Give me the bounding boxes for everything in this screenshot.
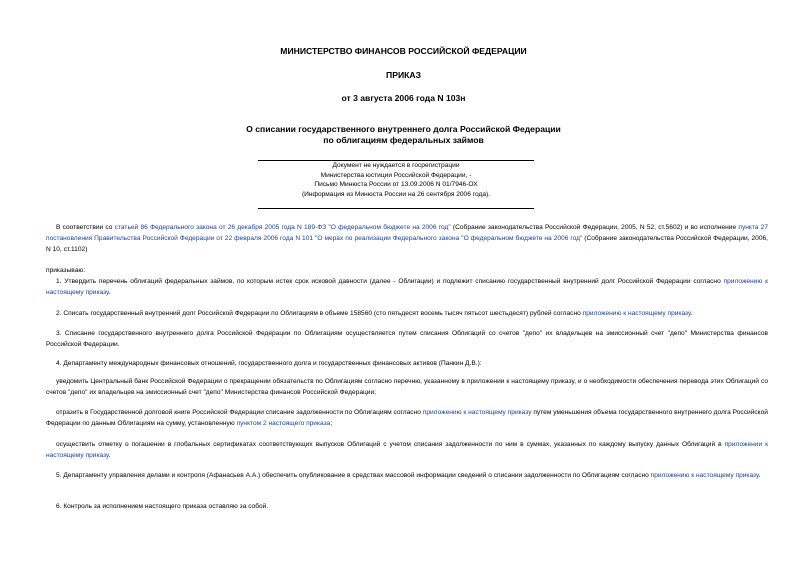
item-1-text: 1. Утвердить перечень облигаций федеральных займов, по которым истек срок исковой давности (далее - Облигации) и подлежит списанию государственный внутренний долг Российской Федерации согласно bbox=[56, 278, 724, 285]
preamble-text-3: (Собрание законодательства Российской Федерации, 2006, N 10, ст.1102) bbox=[46, 235, 768, 253]
item-4b-text: отразить в Государственной долговой книге Российской Федерации списание задолженности по Облигациям согласно bbox=[56, 409, 423, 416]
item-4: 4. Департаменту международных финансовых отношений, государственного долга и государственных финансовых активов (Панкин Д.В.): bbox=[56, 360, 482, 367]
item-1-appendix-link[interactable]: приложению к настоящему приказу bbox=[46, 278, 768, 296]
doc-type-heading: ПРИКАЗ bbox=[386, 70, 421, 80]
item-4c-end: . bbox=[108, 452, 111, 459]
preamble-paragraph bbox=[46, 222, 768, 255]
preamble-text-2: (Собрание законодательства Российской Федерации, 2005, N 52, ст.5602) и во исполнение bbox=[450, 224, 739, 231]
title-line-2: по облигациям федеральных займов bbox=[323, 135, 484, 145]
note-line-4: (Информация из Минюста России на 26 сентября 2006 года). bbox=[301, 190, 491, 198]
preamble-text-1: В соответствии со bbox=[56, 224, 115, 231]
item-4-subitem-record bbox=[46, 407, 768, 429]
item-4b-end: ; bbox=[330, 420, 333, 427]
item-2-text: 2. Списать государственный внутренний долг Российской Федерации по Облигациям в объеме 158560 (сто пятьдесят восемь тысяч пятьсот шестьдесят) рублей согласно bbox=[56, 310, 583, 317]
item-2-end: . bbox=[690, 310, 693, 317]
item-4-subitem-notify: уведомить Центральный банк Российской Федерации о прекращении обязательств по Облигациям согласно перечню, указанному в приложении к настоящему приказу, и о необходимости обеспечения перевода этих Облигаций со счетов "депо" их владельцев на эмиссионный счет "депо" Министерства финансов Российской Федерации; bbox=[46, 378, 768, 396]
note-line-2: Министерства юстиции Российской Федерации, - bbox=[320, 171, 472, 179]
note-line-1: Документ не нуждается в госрегистрации bbox=[332, 162, 460, 169]
order-word: приказываю: bbox=[46, 267, 86, 274]
item-2 bbox=[46, 308, 768, 319]
item-4b-text-2: путем уменьшения объема государственного внутреннего долга Российской Федерации по данным Облигациям на сумму, установленную bbox=[46, 409, 768, 427]
item-1-end: . bbox=[108, 289, 111, 296]
item-2-appendix-link[interactable]: приложению к настоящему приказу bbox=[582, 310, 691, 317]
item-5-text: 5. Департаменту управления делами и контроля (Афанасьев А.А.) обеспечить опубликование в средствах массовой информации сведений о списании задолженности по Облигациям согласно bbox=[56, 472, 651, 479]
item-4b-point-2-link[interactable]: пунктом 2 настоящего приказа bbox=[236, 420, 331, 427]
note-bottom-rule bbox=[258, 208, 534, 209]
item-4-subitem-mark bbox=[46, 439, 768, 461]
item-4c-appendix-link[interactable]: приложении к настоящему приказу bbox=[46, 441, 768, 459]
item-4c-text: осуществить отметку о погашении в глобальных сертификатах соответствующих выпусков Облигаций с учетом списания задолженности по ним в суммах, указанных по каждому выпуску данных Облигаций в bbox=[56, 441, 725, 448]
item-3: 3. Списание государственного внутреннего долга Российской Федерации по Облигациям осуществляется путем списания Облигаций со счетов "депо" их владельцев на эмиссионный счет "депо" Министерства финансов Российской Федерации. bbox=[46, 330, 768, 348]
item-4b-appendix-link[interactable]: приложению к настоящему приказу bbox=[422, 409, 532, 416]
title-line-1: О списании государственного внутреннего долга Российской Федерации bbox=[246, 124, 561, 134]
item-5-end: . bbox=[758, 472, 761, 479]
item-5 bbox=[46, 470, 768, 481]
date-number-heading: от 3 августа 2006 года N 103н bbox=[341, 93, 466, 103]
item-1 bbox=[46, 276, 768, 298]
ministry-heading: МИНИСТЕРСТВО ФИНАНСОВ РОССИЙСКОЙ ФЕДЕРАЦИИ bbox=[280, 46, 527, 56]
registration-note bbox=[258, 161, 534, 199]
note-line-3: Письмо Минюста России от 13.09.2006 N 01/7946-ОХ bbox=[314, 181, 478, 189]
government-resolution-link[interactable]: пункта 27 постановления Правительства Российской Федерации от 22 февраля 2006 года N 101 "О мерах по реализации Федерального закона "О федеральном бюджете на 2006 год" bbox=[46, 224, 769, 242]
item-6: 6. Контроль за исполнением настоящего приказа оставляю за собой. bbox=[56, 503, 269, 510]
item-5-appendix-link[interactable]: приложению к настоящему приказу bbox=[650, 472, 759, 479]
law-article-86-link[interactable]: статьей 86 Федерального закона от 26 декабря 2005 года N 189-ФЗ "О федеральном бюджете на 2006 год" bbox=[114, 224, 451, 231]
